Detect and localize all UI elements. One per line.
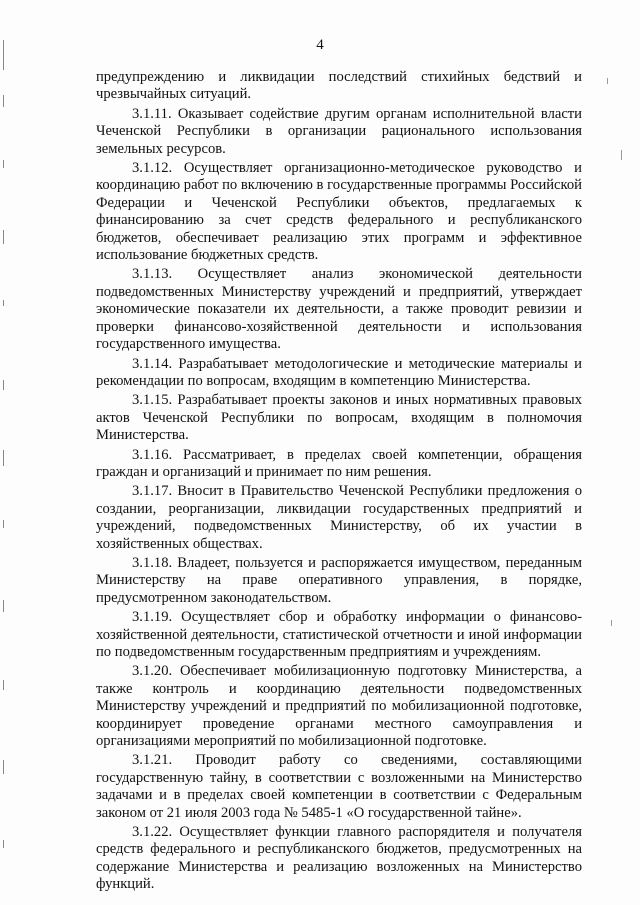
paragraph: 3.1.22. Осуществляет функции главного распорядителя и получателя средств федерального и республиканского бюджетов, предусмотренных на содержание Министерства и реализацию возложенных на Министерство функций. [96, 824, 582, 893]
scan-right-mark [607, 78, 608, 84]
paragraph: 3.1.12. Осуществляет организационно-методическое руководство и координацию работ по включению в государственные программы Российской Федерации и Чеченской Республики объектов, предлагаемых к финансированию за счет средств федерального и республиканского бюджетов, обеспечивает реализацию этих программ и эффективное использование бюджетных средств. [96, 160, 582, 264]
paragraph: 3.1.18. Владеет, пользуется и распоряжается имуществом, переданным Министерству на праве оперативного управления, в порядке, предусмотренном законодательством. [96, 554, 582, 606]
paragraph: 3.1.13. Осуществляет анализ экономической деятельности подведомственных Министерству учреждений и предприятий, утверждает экономические показатели их деятельности, а также проводит ревизии и проверки финансово-хозяйственной деятельности и использования государственного имущества. [96, 266, 582, 353]
paragraph: 3.1.14. Разрабатывает методологические и методические материалы и рекомендации по вопросам, входящим в компетенцию Министерства. [96, 355, 582, 389]
paragraph: 3.1.20. Обеспечивает мобилизационную подготовку Министерства, а также контроль и координацию деятельности подведомственных Министерству учреждений и предприятий по мобилизационной подготовке, координирует проведение органами местного самоуправления и организациями мероприятий по мобилизационной подготовке. [96, 663, 582, 750]
paragraph: 3.1.17. Вносит в Правительство Чеченской Республики предложения о создании, реорганизации, ликвидации государственных предприятий и учреждений, подведомственных Министерству, об их участии в хозяйственных обществах. [96, 483, 582, 552]
paragraph: 3.1.21. Проводит работу со сведениями, составляющими государственную тайну, в соответствии с возложенными на Министерство задачами и в пределах своей компетенции в соответствии с Федеральным законом от 21 июля 2003 года № 5485-1 «О государственной тайне». [96, 752, 582, 821]
paragraph: 3.1.11. Оказывает содействие другим органам исполнительной власти Чеченской Республики в организации рационального использования земельных ресурсов. [96, 105, 582, 157]
document-body [96, 69, 582, 896]
paragraph: 3.1.15. Разрабатывает проекты законов и иных нормативных правовых актов Чеченской Республики по вопросам, входящим в полномочия Министерства. [96, 392, 582, 444]
scan-margin-marks [0, 0, 10, 905]
paragraph: предупреждению и ликвидации последствий стихийных бедствий и чрезвычайных ситуаций. [96, 69, 582, 103]
scan-right-mark [611, 620, 612, 626]
page-number: 4 [316, 37, 324, 53]
scan-right-mark [621, 150, 622, 160]
paragraph: 3.1.16. Рассматривает, в пределах своей компетенции, обращения граждан и организаций и принимает по ним решения. [96, 446, 582, 480]
paragraph: 3.1.19. Осуществляет сбор и обработку информации о финансово-хозяйственной деятельности, статистической отчетности и иной информации по подведомственным государственным предприятиям и учреждениям. [96, 609, 582, 660]
